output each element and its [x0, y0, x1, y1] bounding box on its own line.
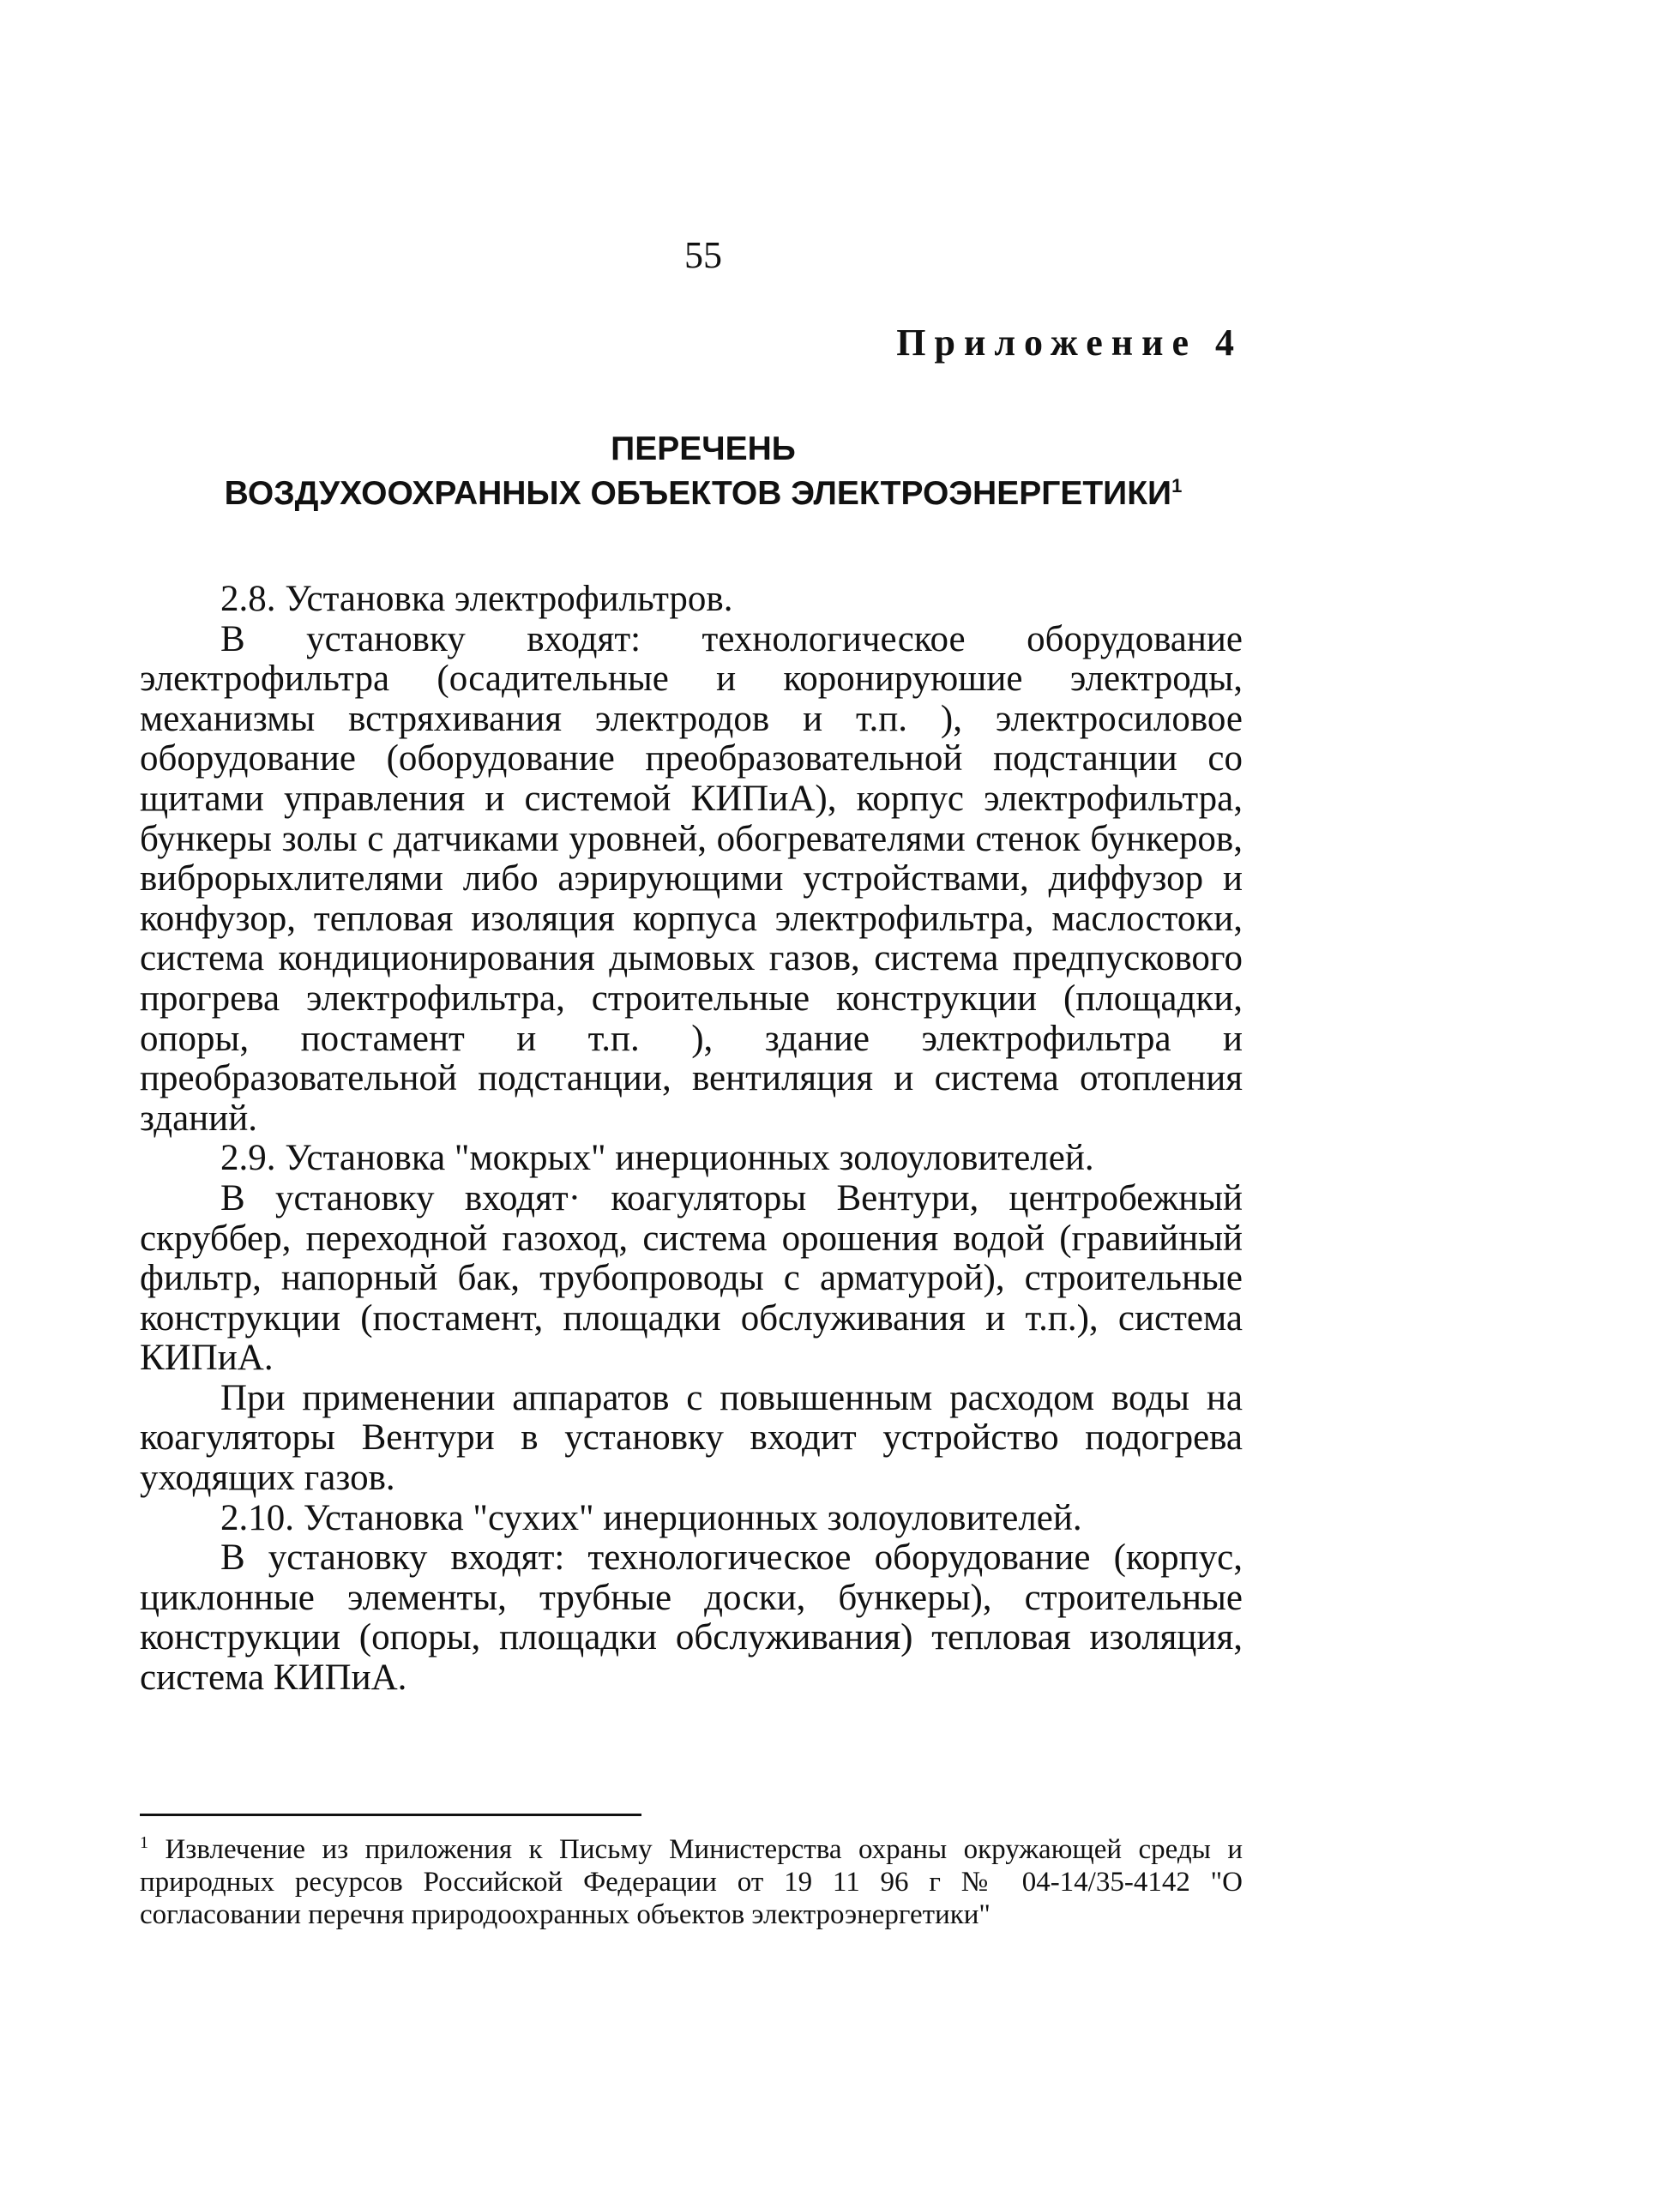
heading-line-1: ПЕРЕЧЕНЬ: [611, 430, 796, 467]
footnote-divider: [140, 1814, 641, 1816]
paragraph-2-8-body: В установку входят: технологическое оборудование электрофильтра (осадительные и коронируюшие электроды, механизмы встряхивания электродов и т.п. ), электросиловое оборудование (оборудование преобразовательной подстанции со щитами управления и системой КИПиА), корпус электрофильтра, бункеры золы с датчиками уровней, обогревателями стенок бункеров, виброрыхлителями либо аэрирующими устройствами, диффузор и конфузор, тепловая изоляция корпуса электрофильтра, маслостоки, система кондиционирования дымовых газов, система предпускового прогрева электрофильтра, строительные конструкции (площадки, опоры, постамент и т.п. ), здание электрофильтра и преобразовательной подстанции, вентиляция и система отопления зданий.: [140, 618, 1243, 1139]
body-text: [140, 580, 1243, 1699]
document-heading: [0, 427, 1406, 516]
paragraph-2-9-title: 2.9. Установка "мокрых" инерционных золоуловителей.: [220, 1138, 1094, 1179]
paragraph-2-10-title: 2.10. Установка "сухих" инерционных золоуловителей.: [220, 1497, 1082, 1538]
appendix-label: Приложение 4: [896, 322, 1243, 364]
paragraph-2-9-body: В установку входят· коагуляторы Вентури, центробежный скруббер, переходной газоход, система орошения водой (гравийный фильтр, напорный бак, трубопроводы с арматурой), строительные конструкции (постамент, площадки обслуживания и т.п.), система КИПиА.: [140, 1177, 1243, 1379]
page-number: 55: [684, 234, 722, 276]
footnote-text: Извлечение из приложения к Письму Министерства охраны окружающей среды и природных ресурсов Российской Федерации от 19 11 96 г № 04-14/35-4142 "О согласовании перечня природоохранных объектов электроэнергетики": [140, 1834, 1243, 1930]
heading-line-2: [0, 472, 1406, 516]
heading-line-2-text: ВОЗДУХООХРАННЫХ ОБЪЕКТОВ ЭЛЕКТРОЭНЕРГЕТИКИ: [224, 475, 1172, 512]
footnote: [140, 1833, 1243, 1931]
paragraph-2-10-body: В установку входят: технологическое оборудование (корпус, циклонные элементы, трубные доски, бункеры), строительные конструкции (опоры, площадки обслуживания) тепловая изоляция, система КИПиА.: [140, 1537, 1243, 1699]
paragraph-2-8-title: 2.8. Установка электрофильтров.: [220, 579, 733, 619]
footnote-mark: 1: [140, 1833, 148, 1852]
paragraph-2-9-note: При применении аппаратов с повышенным расходом воды на коагуляторы Вентури в установку входит устройство подогрева уходящих газов.: [140, 1377, 1243, 1499]
heading-footnote-mark: 1: [1171, 475, 1183, 496]
